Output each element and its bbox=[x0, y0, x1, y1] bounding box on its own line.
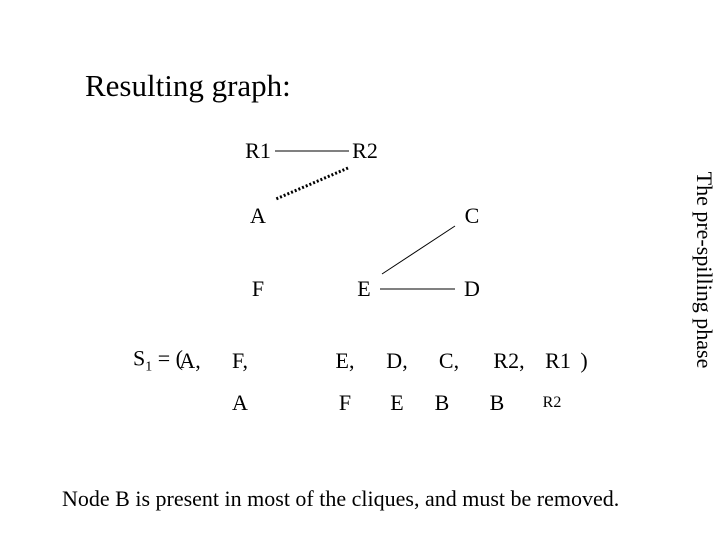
sequence-subscript: 1 bbox=[145, 359, 153, 375]
node-e: E bbox=[357, 276, 371, 301]
color-assignment: B bbox=[434, 390, 450, 415]
sequence-open: = ( bbox=[157, 345, 183, 371]
sequence-item: R2, bbox=[493, 348, 525, 373]
color-assignment: E bbox=[390, 390, 404, 415]
sequence-item: C, bbox=[438, 348, 460, 373]
slide-title: Resulting graph: bbox=[85, 68, 291, 103]
sequence-item: F, bbox=[232, 348, 248, 373]
color-assignment: A bbox=[232, 390, 248, 415]
color-assignment: R2 bbox=[542, 394, 562, 411]
node-f: F bbox=[251, 276, 265, 301]
sequence-item: E, bbox=[335, 348, 355, 373]
sequence-prefix-letter: S bbox=[133, 345, 146, 371]
node-c: C bbox=[464, 203, 480, 228]
sequence-item: A, bbox=[179, 348, 201, 373]
side-label: The pre-spilling phase bbox=[692, 171, 717, 369]
color-assignment: F bbox=[338, 390, 352, 415]
footnote: Node B is present in most of the cliques, and must be removed. bbox=[62, 486, 620, 511]
sequence-item: D, bbox=[386, 348, 408, 373]
color-assignment: B bbox=[489, 390, 505, 415]
node-r1: R1 bbox=[245, 138, 271, 163]
edge-r2-a bbox=[276, 168, 348, 199]
node-d: D bbox=[464, 276, 480, 301]
sequence-prefix bbox=[133, 347, 183, 374]
sequence-item: R1 bbox=[545, 348, 571, 373]
sequence-close: ) bbox=[580, 348, 588, 373]
node-a: A bbox=[250, 203, 266, 228]
node-r2: R2 bbox=[352, 138, 378, 163]
edge-c-e bbox=[382, 226, 455, 274]
